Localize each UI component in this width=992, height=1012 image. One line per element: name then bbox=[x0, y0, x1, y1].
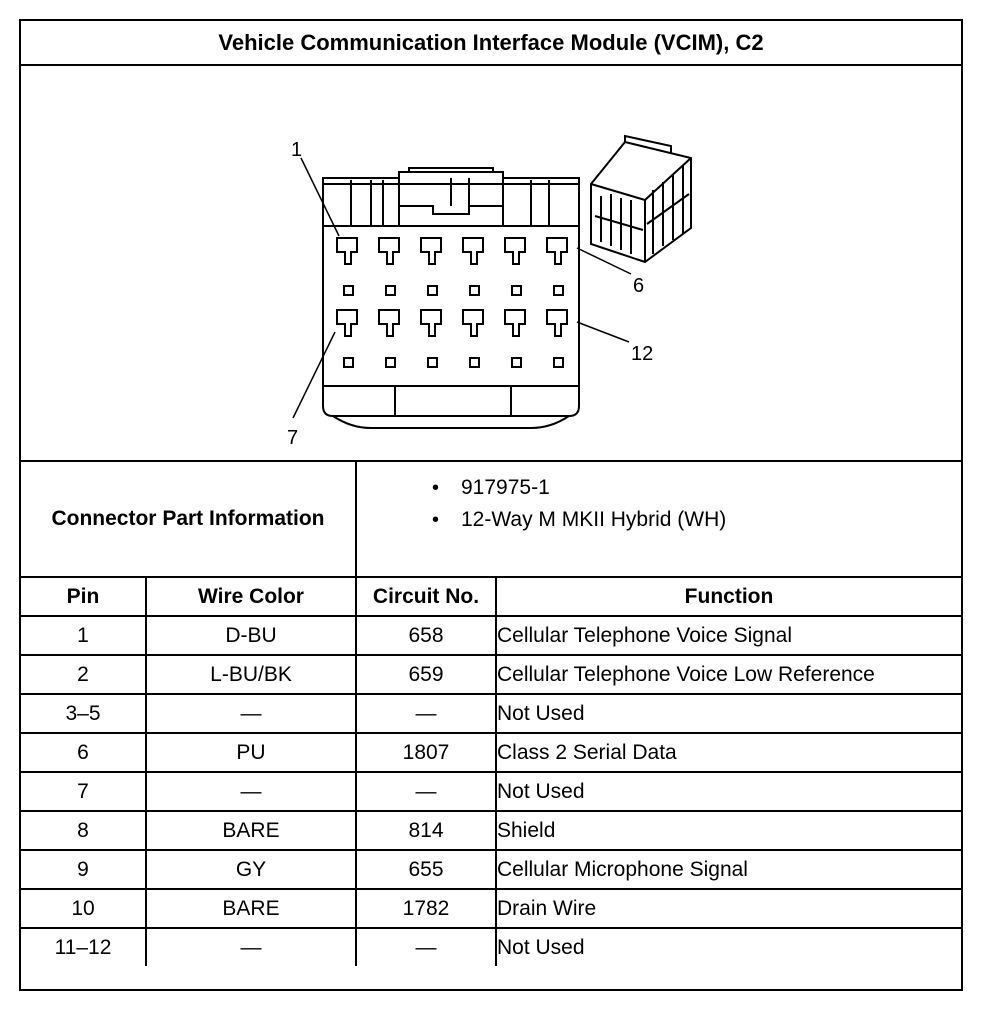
pin-cell: 11–12 bbox=[21, 928, 146, 966]
wire-color-cell: — bbox=[146, 928, 356, 966]
table-row bbox=[21, 772, 961, 811]
function-cell: Cellular Telephone Voice Low Reference bbox=[496, 655, 961, 694]
table-row bbox=[21, 889, 961, 928]
wire-color-cell: D-BU bbox=[146, 616, 356, 655]
pin-label-1: 1 bbox=[291, 139, 303, 161]
connector-part-label: Connector Part Information bbox=[21, 462, 357, 576]
circuit-cell: — bbox=[356, 928, 496, 966]
function-cell: Shield bbox=[496, 811, 961, 850]
circuit-cell: — bbox=[356, 772, 496, 811]
wire-color-cell: — bbox=[146, 772, 356, 811]
connector-sheet bbox=[19, 19, 963, 991]
function-cell: Cellular Telephone Voice Signal bbox=[496, 616, 961, 655]
table-row bbox=[21, 928, 961, 966]
wire-color-cell: BARE bbox=[146, 811, 356, 850]
bullet-icon: • bbox=[431, 508, 439, 531]
pin-cell: 10 bbox=[21, 889, 146, 928]
wire-color-cell: — bbox=[146, 694, 356, 733]
header-pin: Pin bbox=[21, 578, 146, 616]
pinout-table bbox=[21, 578, 961, 966]
pin-cell: 7 bbox=[21, 772, 146, 811]
function-cell: Not Used bbox=[496, 928, 961, 966]
pin-label-12: 12 bbox=[631, 343, 654, 365]
table-row bbox=[21, 694, 961, 733]
connector-diagram bbox=[21, 66, 961, 462]
wire-color-cell: BARE bbox=[146, 889, 356, 928]
function-cell: Cellular Microphone Signal bbox=[496, 850, 961, 889]
table-row bbox=[21, 811, 961, 850]
header-function: Function bbox=[496, 578, 961, 616]
connector-face-drawing bbox=[21, 66, 961, 460]
connector-part-list bbox=[357, 472, 957, 536]
function-cell: Drain Wire bbox=[496, 889, 961, 928]
part-number: 917975-1 bbox=[461, 476, 550, 499]
table-header-row bbox=[21, 578, 961, 616]
circuit-cell: — bbox=[356, 694, 496, 733]
pin-label-7: 7 bbox=[287, 427, 299, 449]
wire-color-cell: GY bbox=[146, 850, 356, 889]
function-cell: Class 2 Serial Data bbox=[496, 733, 961, 772]
circuit-cell: 814 bbox=[356, 811, 496, 850]
header-wire-color: Wire Color bbox=[146, 578, 356, 616]
pin-cell: 3–5 bbox=[21, 694, 146, 733]
circuit-cell: 1807 bbox=[356, 733, 496, 772]
circuit-cell: 658 bbox=[356, 616, 496, 655]
pin-label-6: 6 bbox=[633, 275, 645, 297]
wire-color-cell: L-BU/BK bbox=[146, 655, 356, 694]
circuit-cell: 655 bbox=[356, 850, 496, 889]
list-item bbox=[357, 472, 957, 504]
pin-cell: 8 bbox=[21, 811, 146, 850]
wire-color-cell: PU bbox=[146, 733, 356, 772]
list-item bbox=[357, 504, 957, 536]
connector-description: 12-Way M MKII Hybrid (WH) bbox=[461, 508, 727, 531]
pin-cell: 1 bbox=[21, 616, 146, 655]
circuit-cell: 1782 bbox=[356, 889, 496, 928]
bullet-icon: • bbox=[431, 476, 439, 499]
page-title: Vehicle Communication Interface Module (VCIM), C2 bbox=[21, 21, 961, 66]
table-row bbox=[21, 655, 961, 694]
pin-cell: 2 bbox=[21, 655, 146, 694]
circuit-cell: 659 bbox=[356, 655, 496, 694]
connector-part-information bbox=[21, 462, 961, 578]
pin-cell: 9 bbox=[21, 850, 146, 889]
function-cell: Not Used bbox=[496, 772, 961, 811]
table-row bbox=[21, 733, 961, 772]
table-row bbox=[21, 616, 961, 655]
table-row bbox=[21, 850, 961, 889]
pin-cell: 6 bbox=[21, 733, 146, 772]
header-circuit-no: Circuit No. bbox=[356, 578, 496, 616]
function-cell: Not Used bbox=[496, 694, 961, 733]
